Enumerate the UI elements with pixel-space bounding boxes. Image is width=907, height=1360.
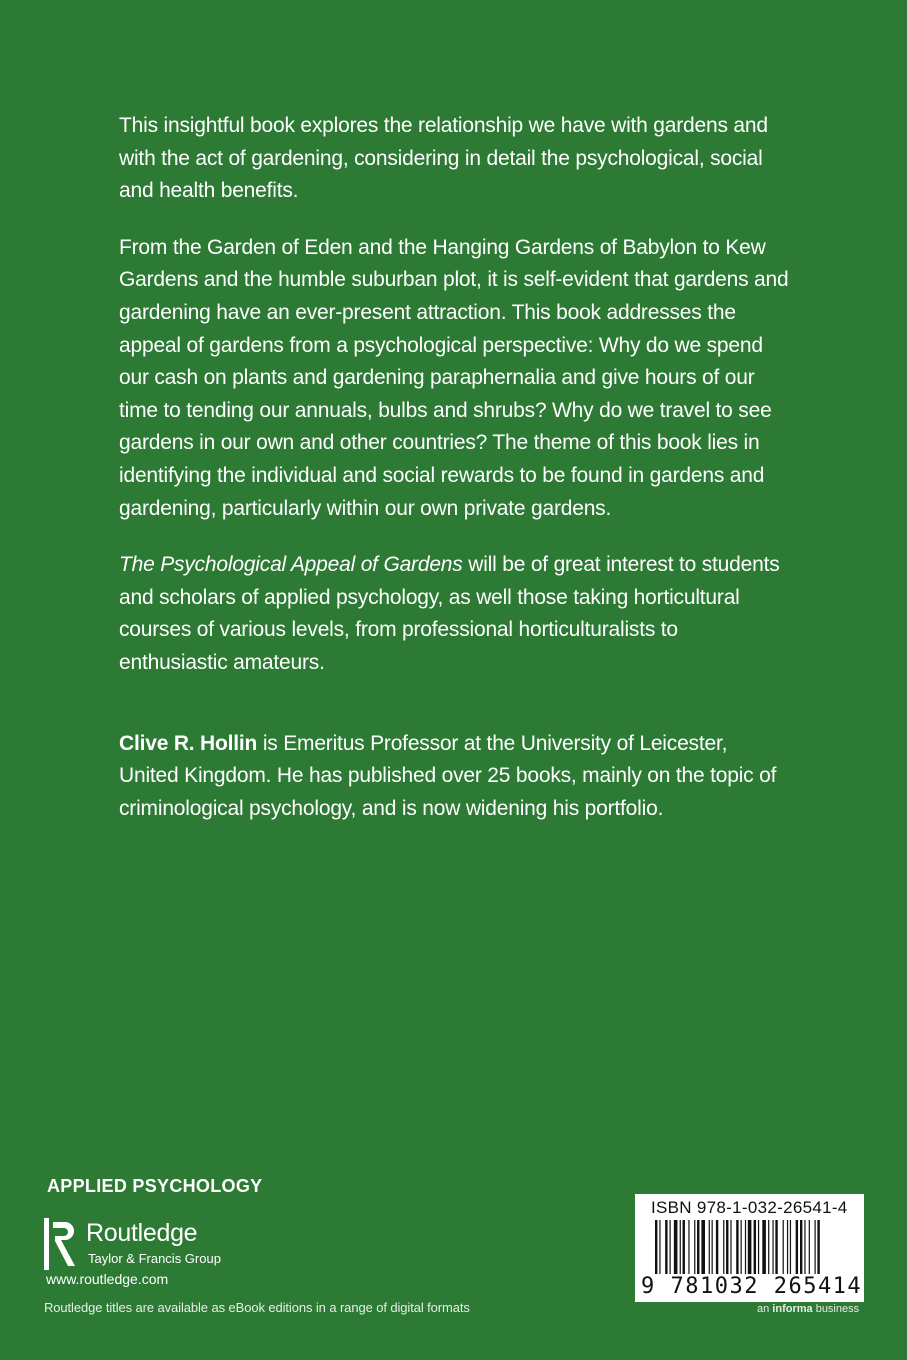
series-label: APPLIED PSYCHOLOGY bbox=[47, 1176, 263, 1196]
isbn-barcode bbox=[635, 1194, 864, 1302]
routledge-logo-icon bbox=[44, 1218, 80, 1270]
publisher-group: Taylor & Francis Group bbox=[88, 1251, 221, 1266]
informa-brand: informa bbox=[772, 1303, 813, 1315]
isbn-label: ISBN 978-1-032-26541-4 bbox=[651, 1198, 848, 1217]
blurb-paragraph-1: This insightful book explores the relationship we have with gardens and with the act of gardening, considering in detail the psychological, social and health benefits. bbox=[119, 114, 768, 203]
publisher-url[interactable]: www.routledge.com bbox=[46, 1271, 169, 1287]
publisher-name: Routledge bbox=[86, 1219, 198, 1247]
back-cover-blurb bbox=[119, 110, 789, 849]
informa-tagline: an informa business bbox=[757, 1303, 860, 1315]
blurb-paragraph-3-text: will be of great interest to students and scholars of applied psychology, as well those taking horticultural courses of various levels, from professional horticulturalists to enthusiastic amateurs. bbox=[119, 553, 780, 674]
ebook-note: Routledge titles are available as eBook editions in a range of digital formats bbox=[44, 1300, 470, 1315]
book-title: The Psychological Appeal of Gardens bbox=[119, 553, 463, 577]
barcode-digits: 9 781032 265414 bbox=[641, 1274, 863, 1299]
author-name: Clive R. Hollin bbox=[119, 731, 258, 755]
author-bio-text: is Emeritus Professor at the University of Leicester, United Kingdom. He has published over 25 books, mainly on the topic of criminological psychology, and is now widening his portfolio. bbox=[119, 731, 777, 820]
author-bio bbox=[119, 728, 789, 826]
blurb-paragraph-2: From the Garden of Eden and the Hanging Gardens of Babylon to Kew Gardens and the humble suburban plot, it is self-evident that gardens and gardening have an ever-present attraction. This book addresses the appeal of gardens from a psychological perspective: Why do we spend our cash on plants and gardening paraphernalia and give hours of our time to tending our annuals, bulbs and shrubs? Why do we travel to see gardens in our own and other countries? The theme of this book lies in identifying the individual and social rewards to be found in gardens and gardening, particularly within our own private gardens. bbox=[119, 235, 789, 520]
blurb-paragraph-3 bbox=[119, 549, 789, 679]
